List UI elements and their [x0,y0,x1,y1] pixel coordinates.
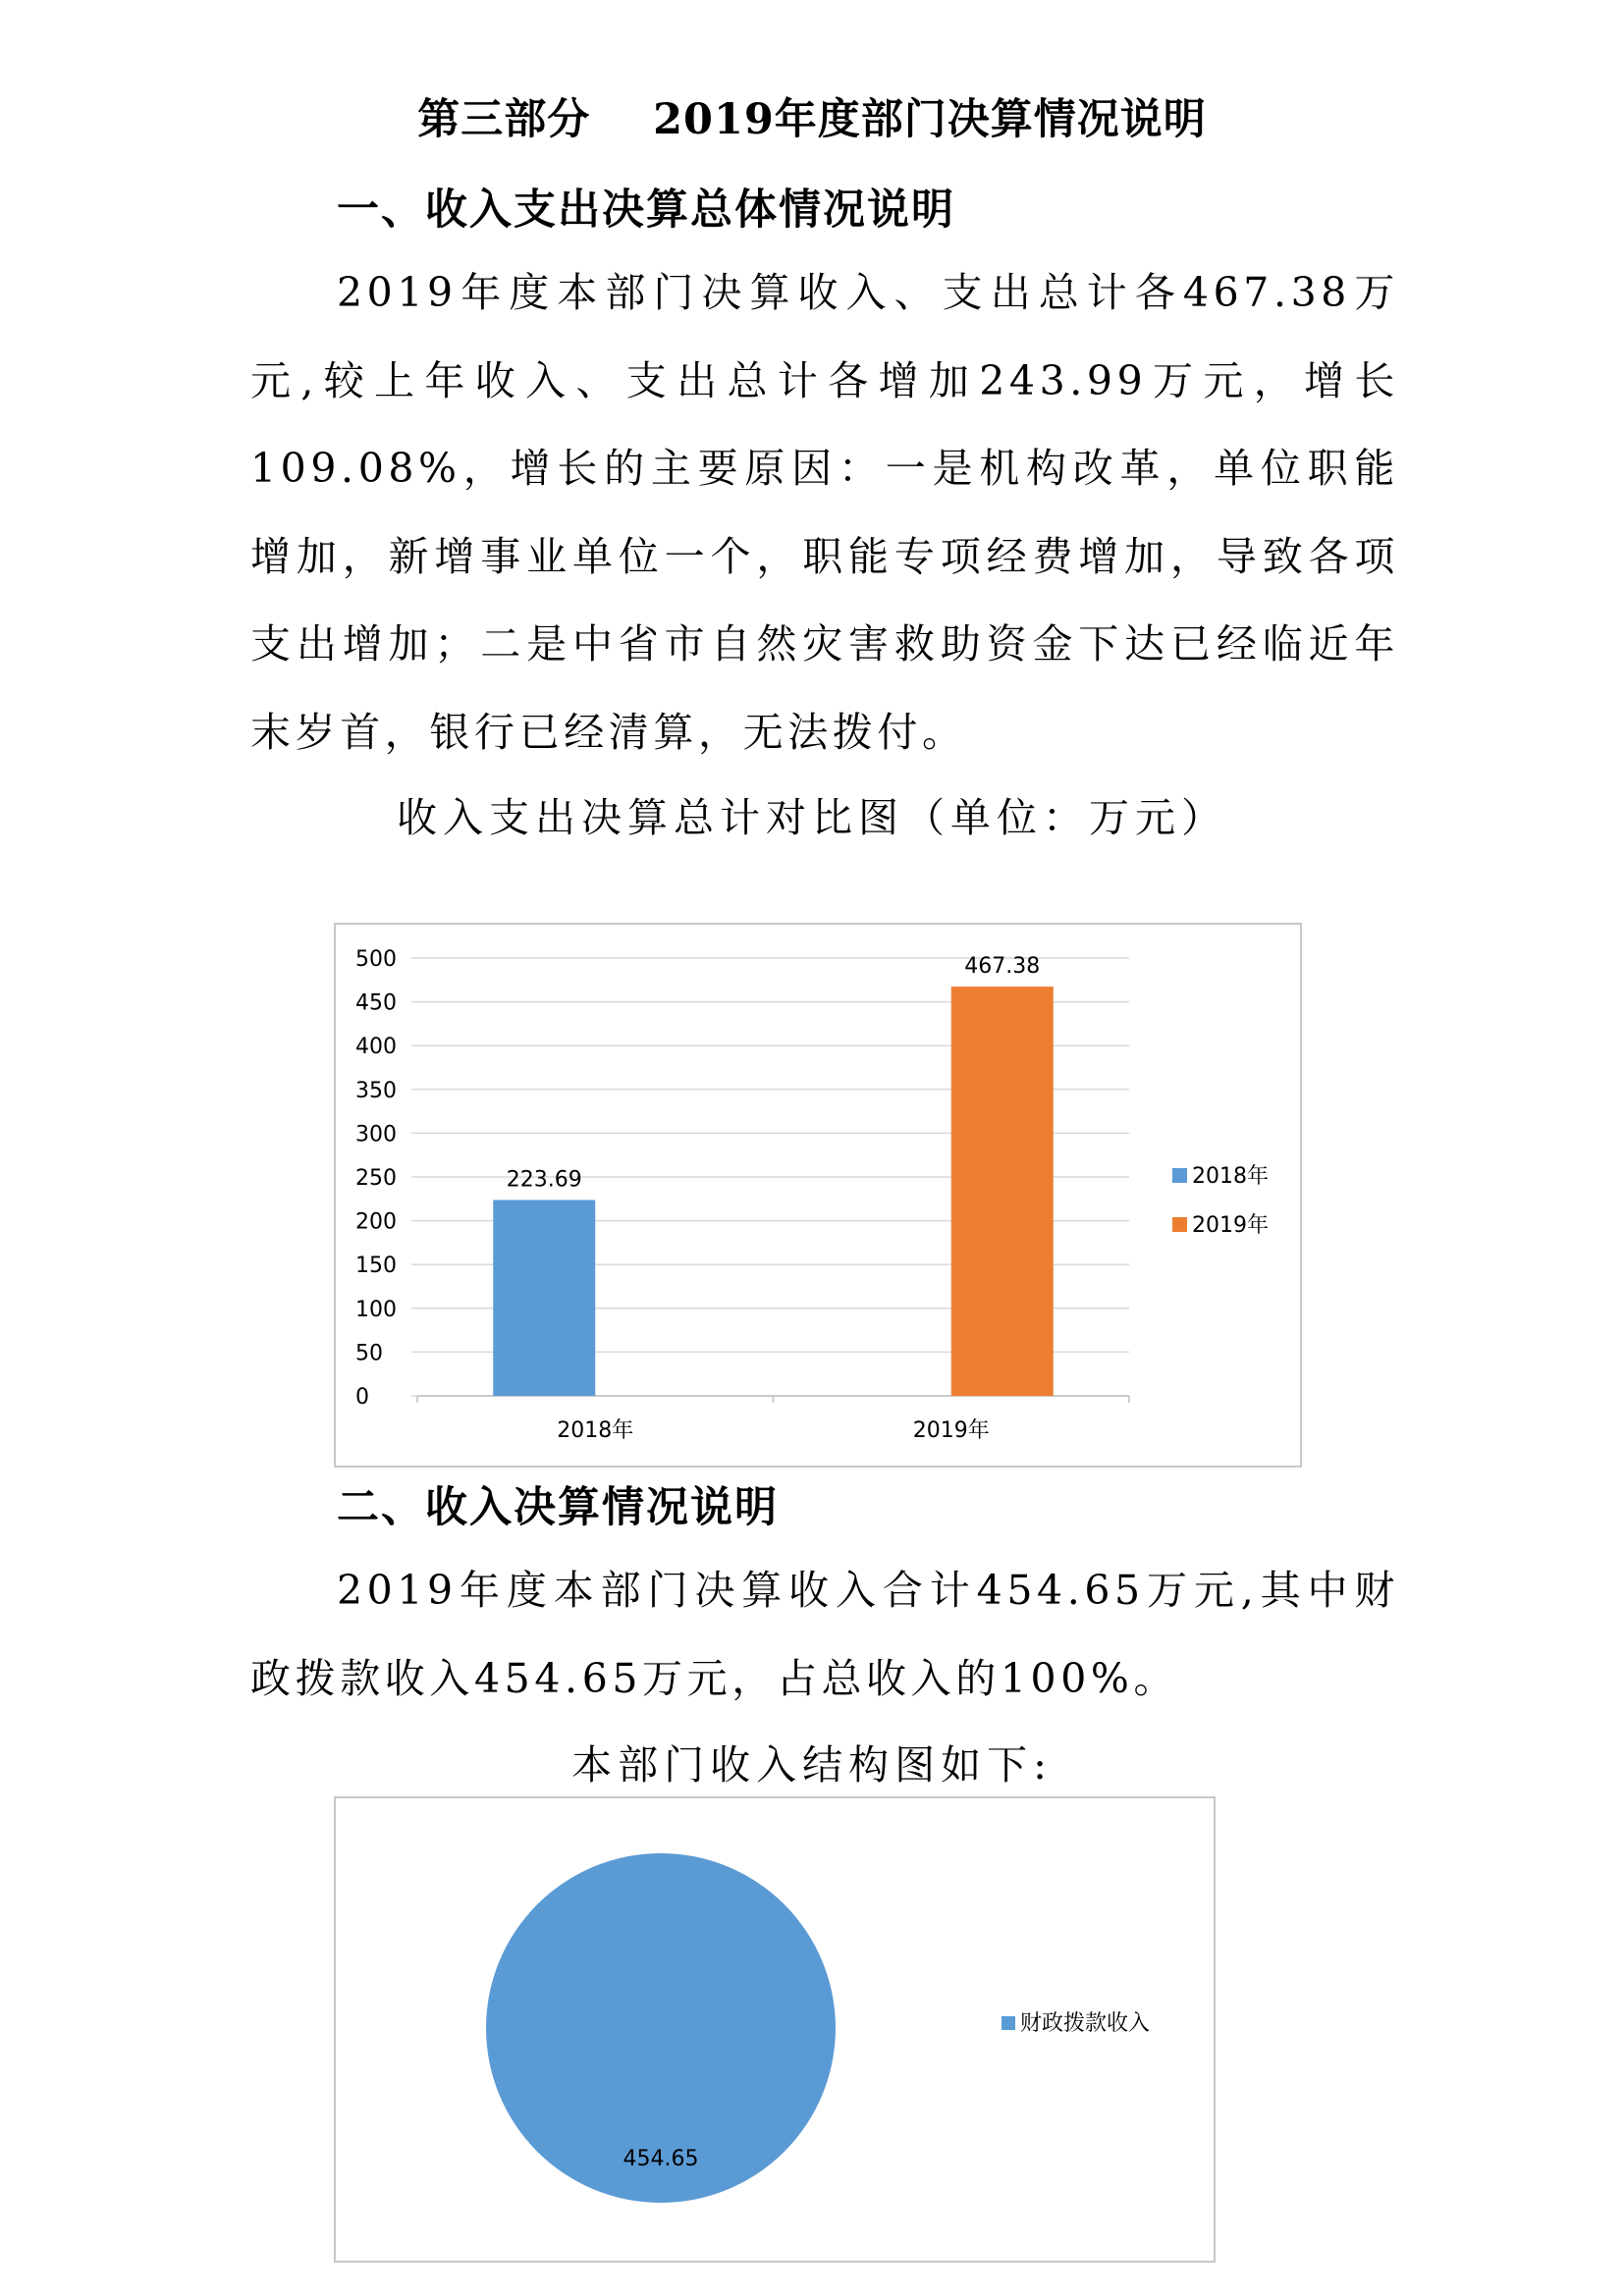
y-tick-label: 250 [355,1166,397,1191]
bar-2 [951,987,1054,1396]
pie-chart-frame [334,1796,1216,2263]
bar-1 [493,1200,595,1396]
bar-chart-frame [334,923,1302,1468]
legend-label: 2018年 [1192,1164,1269,1189]
bar-chart [336,925,1300,1466]
legend-swatch [1172,1217,1187,1232]
y-tick-label: 300 [355,1122,397,1148]
y-tick-label: 50 [355,1341,383,1366]
pie-chart [336,1798,1214,2261]
section-2-paragraph: 2019年度本部门决算收入合计454.65万元,其中财政拨款收入454.65万元，占总收入的100%。 [250,1567,1399,1702]
y-tick-label: 450 [355,990,397,1016]
section-1-paragraph: 2019年度本部门决算收入、支出总计各467.38万元,较上年收入、支出总计各增加243.99万元，增长109.08%，增长的主要原因：一是机构改革，单位职能增加，新增事业单位一个，职能专项经费增加，导致各项支出增加；二是中省市自然灾害救助资金下达已经临近年末岁首，银行已经清算，无法拨付。 [250,269,1399,756]
bar-data-label: 467.38 [964,954,1041,980]
y-tick-label: 100 [355,1297,397,1322]
section-heading-2: 二、收入决算情况说明 [337,1483,779,1532]
legend-label: 财政拨款收入 [1020,2011,1151,2036]
chart-2-caption: 本部门收入结构图如下: [571,1741,1053,1789]
legend-label: 2019年 [1192,1213,1269,1238]
x-tick-label: 2018年 [557,1418,634,1443]
x-tick-label: 2019年 [912,1418,990,1443]
pie-data-label: 454.65 [623,2147,699,2171]
y-tick-label: 150 [355,1254,397,1279]
y-tick-label: 400 [355,1035,397,1060]
y-tick-label: 200 [355,1209,397,1235]
bar-data-label: 223.69 [506,1167,582,1193]
y-tick-label: 500 [355,947,397,972]
chart-1-caption: 收入支出决算总计对比图（单位：万元） [397,794,1227,841]
section-heading-1: 一、收入支出决算总体情况说明 [337,186,955,235]
y-tick-label: 350 [355,1078,397,1103]
legend-swatch [1001,2016,1015,2030]
page-title: 第三部分 2019年度部门决算情况说明 [417,95,1207,144]
y-tick-label: 0 [355,1385,369,1410]
legend-swatch [1172,1168,1187,1183]
